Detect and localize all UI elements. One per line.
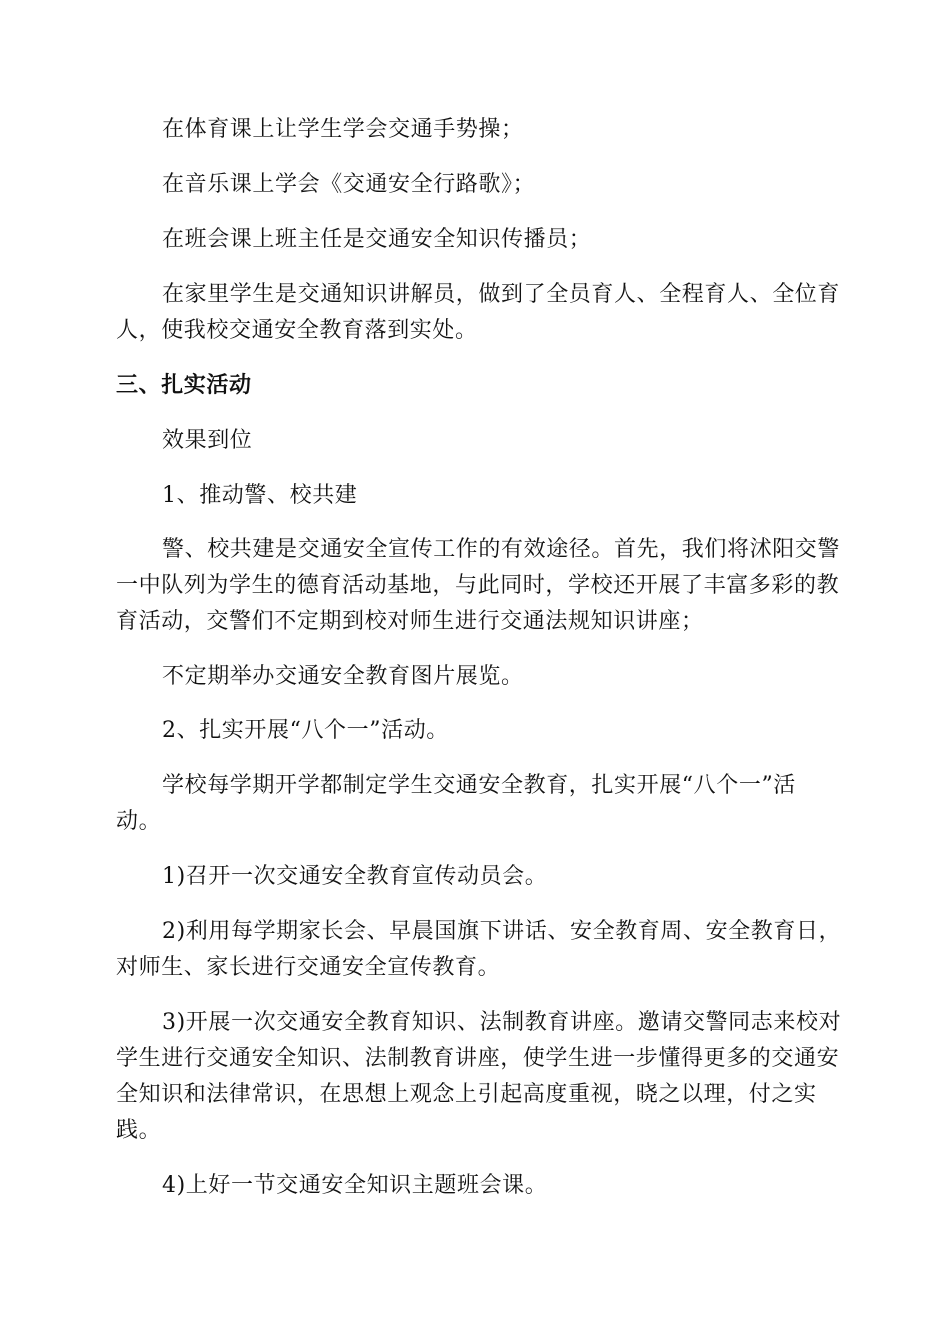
- paragraph-line: 践。: [116, 1118, 162, 1143]
- paragraph-line: 动。: [116, 809, 162, 834]
- paragraph-line: 效果到位: [162, 428, 253, 453]
- paragraph-line: 4)上好一节交通安全知识主题班会课。: [162, 1173, 548, 1198]
- paragraph-line: 在班会课上班主任是交通安全知识传播员；: [162, 227, 592, 252]
- paragraph-line: 不定期举办交通安全教育图片展览。: [162, 664, 524, 689]
- paragraph-line: 在体育课上让学生学会交通手势操；: [162, 117, 524, 142]
- paragraph-line: 1、推动警、校共建: [162, 483, 358, 508]
- paragraph-line: 学校每学期开学都制定学生交通安全教育，扎实开展“八个一”活: [162, 773, 796, 798]
- section-heading: 三、扎实活动: [116, 373, 252, 398]
- paragraph-line: 全知识和法律常识，在思想上观念上引起高度重视，晓之以理，付之实: [116, 1082, 817, 1107]
- paragraph-line: 1)召开一次交通安全教育宣传动员会。: [162, 864, 548, 889]
- paragraph-line: 一中队列为学生的德育活动基地，与此同时，学校还开展了丰富多彩的教: [116, 573, 840, 598]
- paragraph-line: 3)开展一次交通安全教育知识、法制教育讲座。邀请交警同志来校对: [162, 1010, 842, 1035]
- paragraph-line: 人，使我校交通安全教育落到实处。: [116, 318, 478, 343]
- paragraph-line: 育活动，交警们不定期到校对师生进行交通法规知识讲座；: [116, 609, 704, 634]
- paragraph-line: 2、扎实开展“八个一”活动。: [162, 718, 449, 743]
- paragraph-line: 在音乐课上学会《交通安全行路歌》；: [162, 172, 536, 197]
- paragraph-line: 警、校共建是交通安全宣传工作的有效途径。首先，我们将沭阳交警: [162, 537, 841, 562]
- paragraph-line: 学生进行交通安全知识、法制教育讲座，使学生进一步懂得更多的交通安: [116, 1046, 840, 1071]
- paragraph-line: 在家里学生是交通知识讲解员，做到了全员育人、全程育人、全位育: [162, 282, 841, 307]
- paragraph-line: 对师生、家长进行交通安全宣传教育。: [116, 955, 501, 980]
- paragraph-line: 2)利用每学期家长会、早晨国旗下讲话、安全教育周、安全教育日，: [162, 919, 842, 944]
